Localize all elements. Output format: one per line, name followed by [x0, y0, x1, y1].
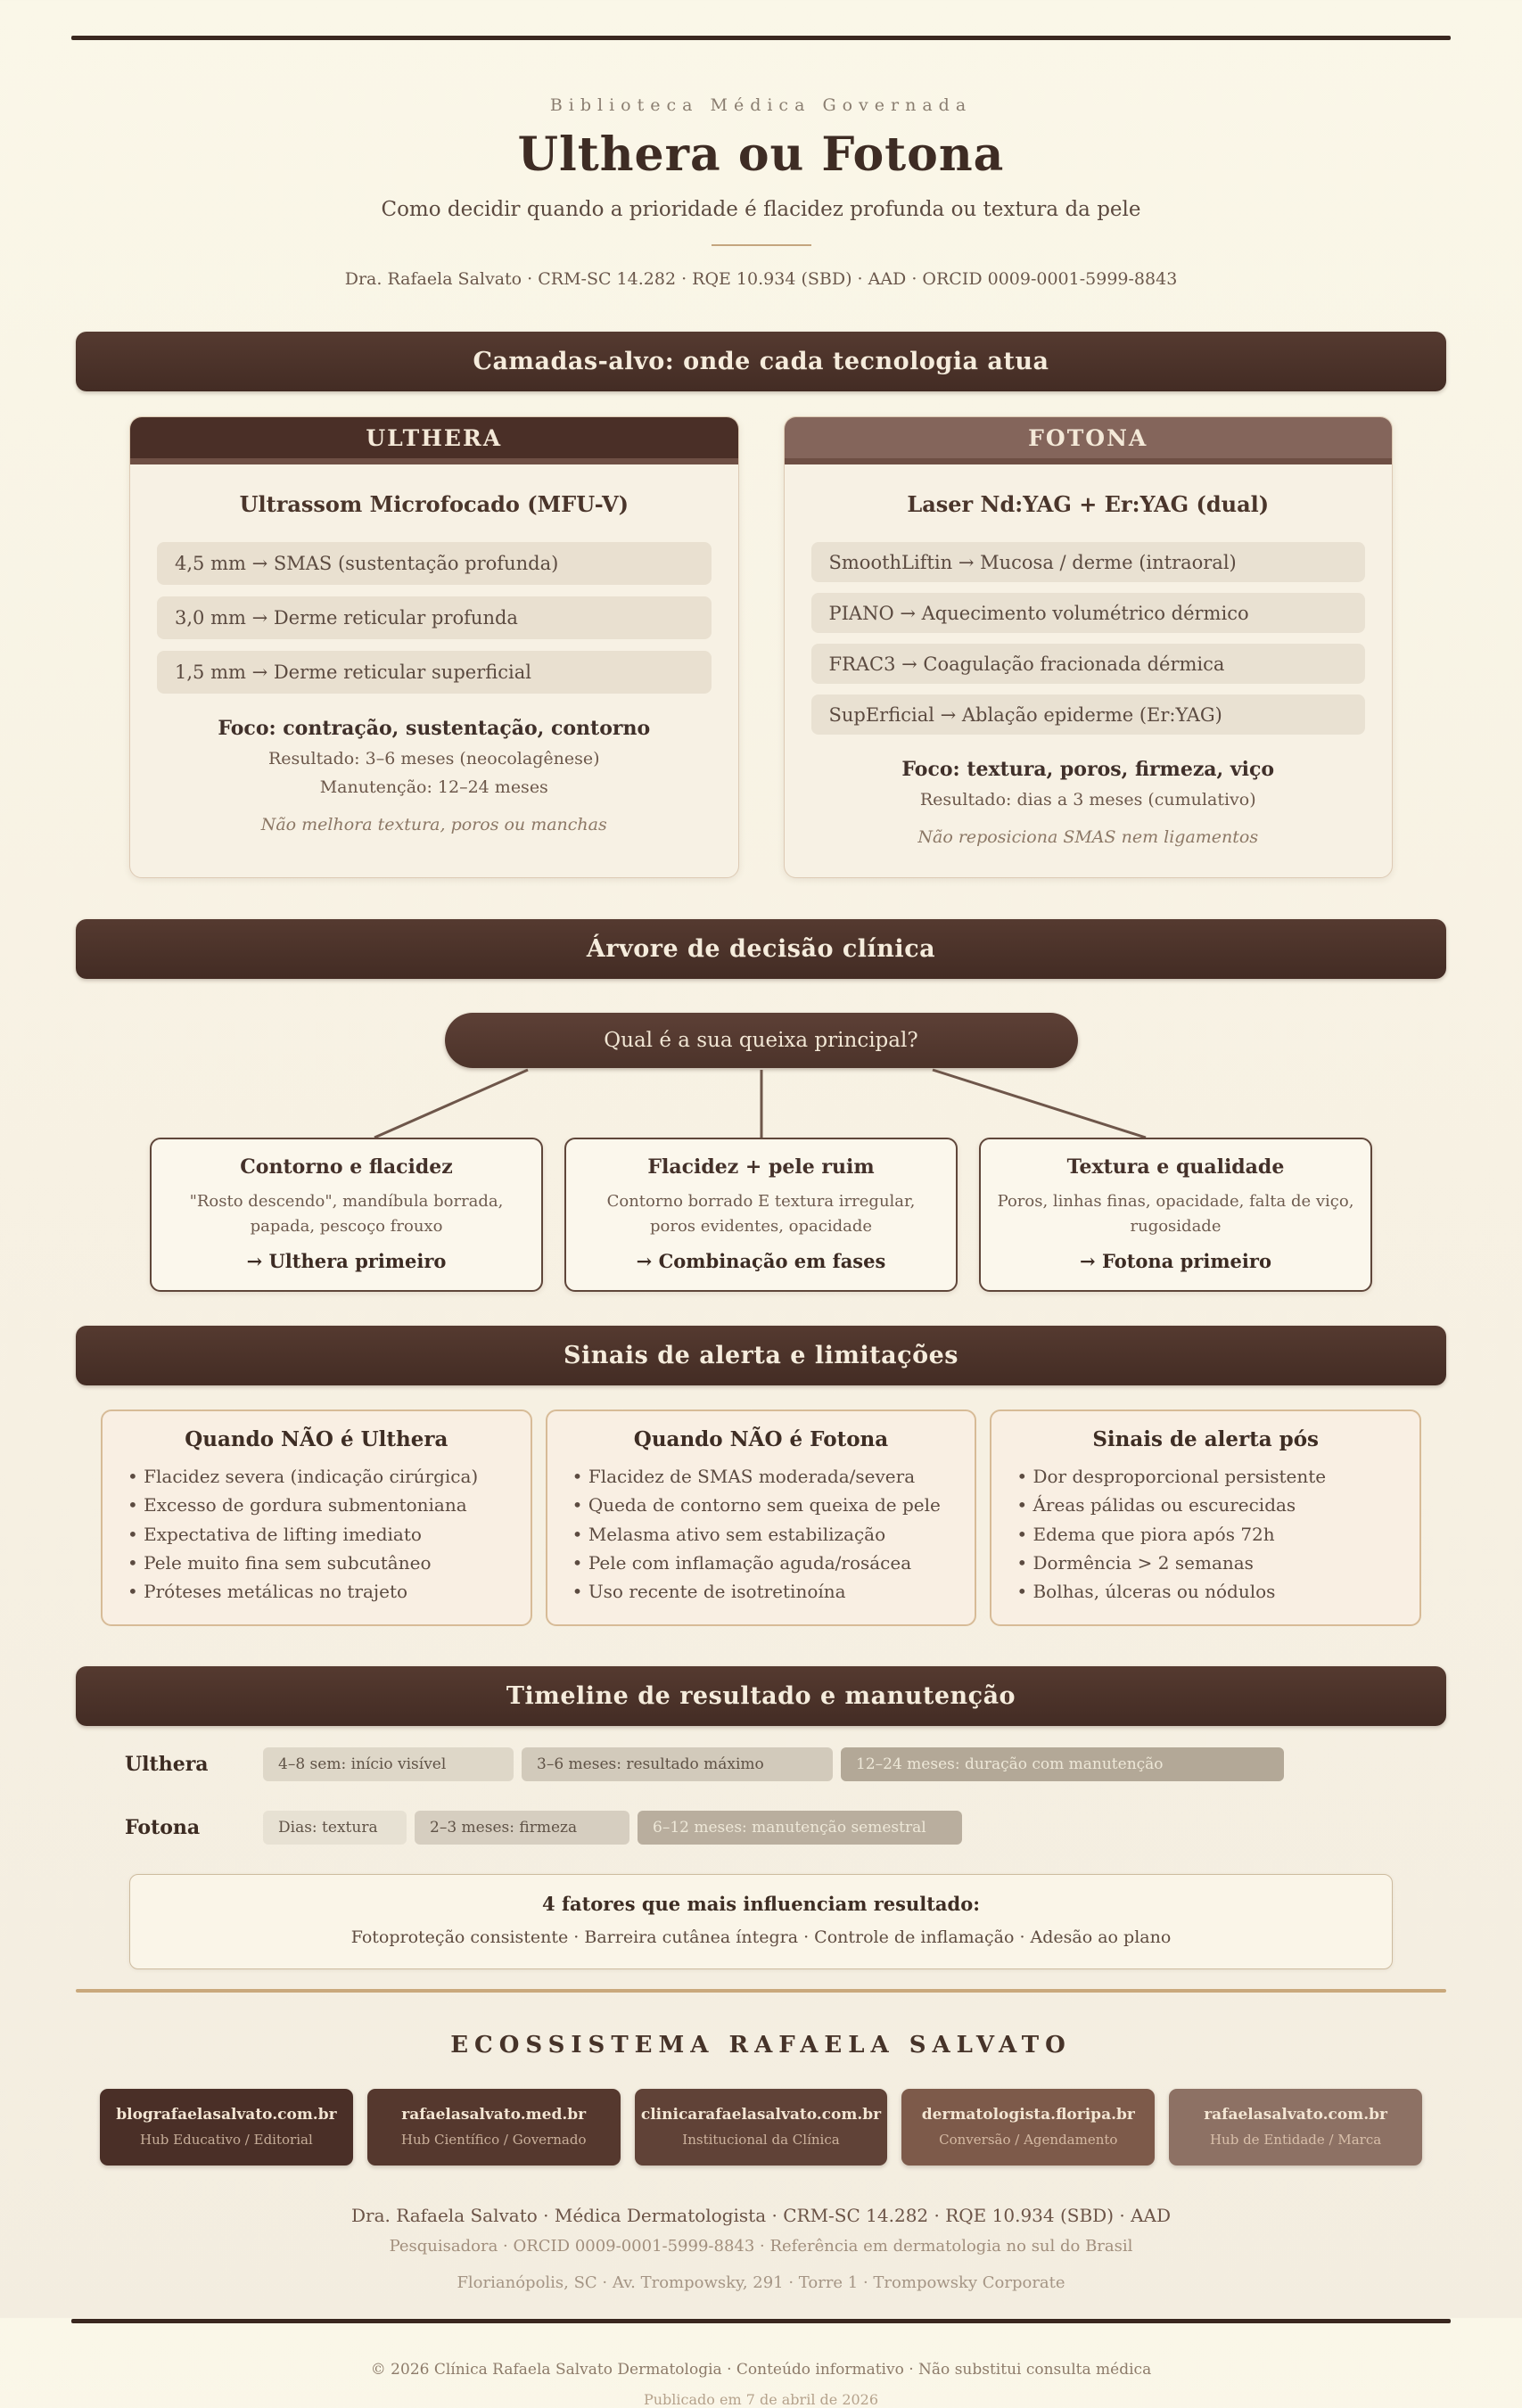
section-title-alerts: Sinais de alerta e limitações [564, 1341, 958, 1369]
alert-item: • Edema que piora após 72h [1013, 1520, 1398, 1549]
alert-item: • Melasma ativo sem estabilização [569, 1520, 954, 1549]
fotona-mode-row: FRAC3 → Coagulação fracionada dérmica [811, 644, 1366, 684]
ulthera-depth-row: 3,0 mm → Derme reticular profunda [157, 596, 712, 639]
factors-list: Fotoproteção consistente · Barreira cutânea íntegra · Controle de inflamação · Adesão ao plano [350, 1927, 1172, 1947]
alert-card-not-ulthera [101, 1409, 532, 1626]
eco-sublabel: Hub Educativo / Editorial [140, 2132, 313, 2149]
author-byline: Dra. Rafaela Salvato · CRM-SC 14.282 · RQE 10.934 (SBD) · AAD · ORCID 0009-0001-5999-8843 [344, 269, 1178, 289]
alert-list [1013, 1462, 1398, 1607]
timeline-row-fotona [76, 1811, 1446, 1845]
branch-description: Contorno borrado E textura irregular, poros evidentes, opacidade [606, 1192, 916, 1236]
timeline-segment: 12–24 meses: duração com manutenção [841, 1747, 1284, 1781]
fotona-limitation-note: Não reposiciona SMAS nem ligamentos [917, 827, 1259, 847]
masthead [0, 95, 1522, 289]
top-rule [71, 36, 1451, 40]
section-title-timeline: Timeline de resultado e manutenção [506, 1681, 1016, 1710]
ulthera-depth-row: 4,5 mm → SMAS (sustentação profunda) [157, 542, 712, 585]
section-bar-alerts [76, 1326, 1446, 1385]
section-bar-timeline [76, 1666, 1446, 1726]
result-factors-card [129, 1874, 1393, 1969]
eco-button-dermatologista[interactable] [901, 2089, 1155, 2166]
ulthera-subtitle: Ultrassom Microfocado (MFU-V) [239, 491, 629, 517]
eco-button-blog[interactable] [100, 2089, 353, 2166]
fotona-mode-row: SmoothLiftin → Mucosa / derme (intraoral) [811, 542, 1366, 582]
alert-item: • Áreas pálidas ou escurecidas [1013, 1491, 1398, 1519]
ulthera-result: Resultado: 3–6 meses (neocolagênese) [268, 749, 600, 768]
alert-item: • Bolhas, úlceras ou nódulos [1013, 1577, 1398, 1606]
eco-domain: rafaelasalvato.com.br [1204, 2106, 1387, 2124]
alert-card-title: Quando NÃO é Ulthera [185, 1426, 448, 1451]
timeline-row-ulthera [76, 1747, 1446, 1781]
branch-recommendation: → Combinação em fases [636, 1249, 886, 1272]
branch-recommendation: → Ulthera primeiro [246, 1249, 447, 1272]
timeline-segment: 3–6 meses: resultado máximo [522, 1747, 833, 1781]
alert-card-post-warning-signs [990, 1409, 1421, 1626]
alert-item: • Uso recente de isotretinoína [569, 1577, 954, 1606]
alert-item: • Flacidez severa (indicação cirúrgica) [124, 1462, 509, 1491]
alert-item: • Queda de contorno sem queixa de pele [569, 1491, 954, 1519]
ecosystem-buttons [100, 2089, 1422, 2166]
alert-item: • Flacidez de SMAS moderada/severa [569, 1462, 954, 1491]
section-title-decision: Árvore de decisão clínica [586, 935, 936, 963]
ulthera-card [129, 416, 739, 878]
branch-title: Contorno e flacidez [240, 1155, 453, 1179]
section-title-layers: Camadas-alvo: onde cada tecnologia atua [473, 348, 1049, 375]
branch-recommendation: → Fotona primeiro [1080, 1249, 1271, 1272]
fotona-card-header [785, 417, 1393, 464]
eco-domain: clinicarafaelasalvato.com.br [640, 2106, 882, 2124]
footer-research: Pesquisadora · ORCID 0009-0001-5999-8843 · Referência em dermatologia no sul do Brasil [389, 2236, 1133, 2256]
timeline-segment: 6–12 meses: manutenção semestral [638, 1811, 962, 1845]
technology-cards [129, 416, 1393, 878]
eco-sublabel: Hub Científico / Governado [400, 2132, 587, 2149]
fotona-mode-row: SupErficial → Ablação epiderme (Er:YAG) [811, 694, 1366, 735]
timeline [76, 1747, 1446, 1845]
ulthera-limitation-note: Não melhora textura, poros ou manchas [260, 815, 607, 834]
fotona-focus: Foco: textura, poros, firmeza, viço [901, 758, 1275, 781]
page-subtitle: Como decidir quando a prioridade é flacidez profunda ou textura da pele [381, 198, 1141, 221]
decision-tree [0, 1013, 1522, 1292]
timeline-segment: 2–3 meses: firmeza [415, 1811, 629, 1845]
branch-flacidez-pele-ruim [564, 1138, 958, 1292]
timeline-segment: Dias: textura [263, 1811, 407, 1845]
alert-item: • Expectativa de lifting imediato [124, 1520, 509, 1549]
branch-description: Poros, linhas finas, opacidade, falta de viço, rugosidade [997, 1192, 1354, 1236]
fotona-card [784, 416, 1394, 878]
branch-textura-qualidade [979, 1138, 1372, 1292]
ulthera-card-body [130, 464, 738, 865]
alert-item: • Excesso de gordura submentoniana [124, 1491, 509, 1519]
footer [0, 2205, 1522, 2292]
alert-item: • Dor desproporcional persistente [1013, 1462, 1398, 1491]
branch-title: Textura e qualidade [1066, 1155, 1285, 1179]
fotona-mode-row: PIANO → Aquecimento volumétrico dérmico [811, 593, 1366, 633]
fotona-subtitle: Laser Nd:YAG + Er:YAG (dual) [907, 491, 1270, 517]
decision-question: Qual é a sua queixa principal? [604, 1029, 918, 1052]
branch-title: Flacidez + pele ruim [647, 1155, 875, 1179]
eco-sublabel: Hub de Entidade / Marca [1209, 2132, 1382, 2149]
alert-item: • Dormência > 2 semanas [1013, 1549, 1398, 1577]
section-bar-layers [76, 332, 1446, 391]
ulthera-depth-row: 1,5 mm → Derme reticular superficial [157, 651, 712, 694]
alert-card-not-fotona [546, 1409, 977, 1626]
eco-domain: dermatologista.floripa.br [921, 2106, 1135, 2124]
factors-title: 4 fatores que mais influenciam resultado: [542, 1892, 980, 1915]
eco-domain: blografaelasalvato.com.br [116, 2106, 337, 2124]
alert-list [569, 1462, 954, 1607]
timeline-label: Ulthera [125, 1752, 209, 1776]
branch-description: "Rosto descendo", mandíbula borrada, papada, pescoço frouxo [189, 1192, 504, 1236]
kicker: Biblioteca Médica Governada [549, 95, 973, 115]
copyright-line: © 2026 Clínica Rafaela Salvato Dermatologia · Conteúdo informativo · Não substitui consulta médica [370, 2360, 1152, 2379]
alert-list [124, 1462, 509, 1607]
alert-item: • Próteses metálicas no trajeto [124, 1577, 509, 1606]
eco-button-entidade[interactable] [1169, 2089, 1422, 2166]
ulthera-card-header [130, 417, 738, 464]
ulthera-focus: Foco: contração, sustentação, contorno [218, 717, 651, 740]
alert-card-title: Quando NÃO é Fotona [633, 1426, 889, 1451]
section-bar-decision [76, 919, 1446, 979]
ulthera-maintenance: Manutenção: 12–24 meses [319, 777, 548, 797]
decision-branches [150, 1138, 1372, 1292]
fotona-card-title: FOTONA [1028, 424, 1148, 451]
header-divider [712, 244, 811, 246]
footer-address: Florianópolis, SC · Av. Trompowsky, 291 · Torre 1 · Trompowsky Corporate [457, 2272, 1065, 2292]
tree-connector-lines [0, 1068, 1522, 1138]
alert-cards [101, 1409, 1421, 1626]
fotona-result: Resultado: dias a 3 meses (cumulativo) [919, 790, 1256, 810]
bottom-rule [71, 2319, 1451, 2323]
ecosystem-divider [76, 1989, 1446, 1993]
alert-card-title: Sinais de alerta pós [1092, 1426, 1319, 1451]
decision-question-pill [445, 1013, 1078, 1068]
eco-button-med[interactable] [367, 2089, 621, 2166]
fotona-card-body [785, 464, 1393, 877]
footer-credentials: Dra. Rafaela Salvato · Médica Dermatologista · CRM-SC 14.282 · RQE 10.934 (SBD) · AAD [350, 2204, 1172, 2226]
ulthera-card-title: ULTHERA [366, 424, 503, 451]
branch-contorno-flacidez [150, 1138, 543, 1292]
eco-button-clinica[interactable] [635, 2089, 888, 2166]
timeline-segment: 4–8 sem: início visível [263, 1747, 514, 1781]
eco-sublabel: Institucional da Clínica [682, 2132, 840, 2149]
alert-item: • Pele com inflamação aguda/rosácea [569, 1549, 954, 1577]
page-title: Ulthera ou Fotona [517, 127, 1005, 182]
eco-domain: rafaelasalvato.med.br [401, 2106, 587, 2124]
timeline-label: Fotona [125, 1815, 201, 1839]
published-date: Publicado em 7 de abril de 2026 [643, 2390, 879, 2408]
alert-item: • Pele muito fina sem subcutâneo [124, 1549, 509, 1577]
ecosystem-title: ECOSSISTEMA RAFAELA SALVATO [450, 2031, 1072, 2059]
eco-sublabel: Conversão / Agendamento [939, 2132, 1118, 2149]
